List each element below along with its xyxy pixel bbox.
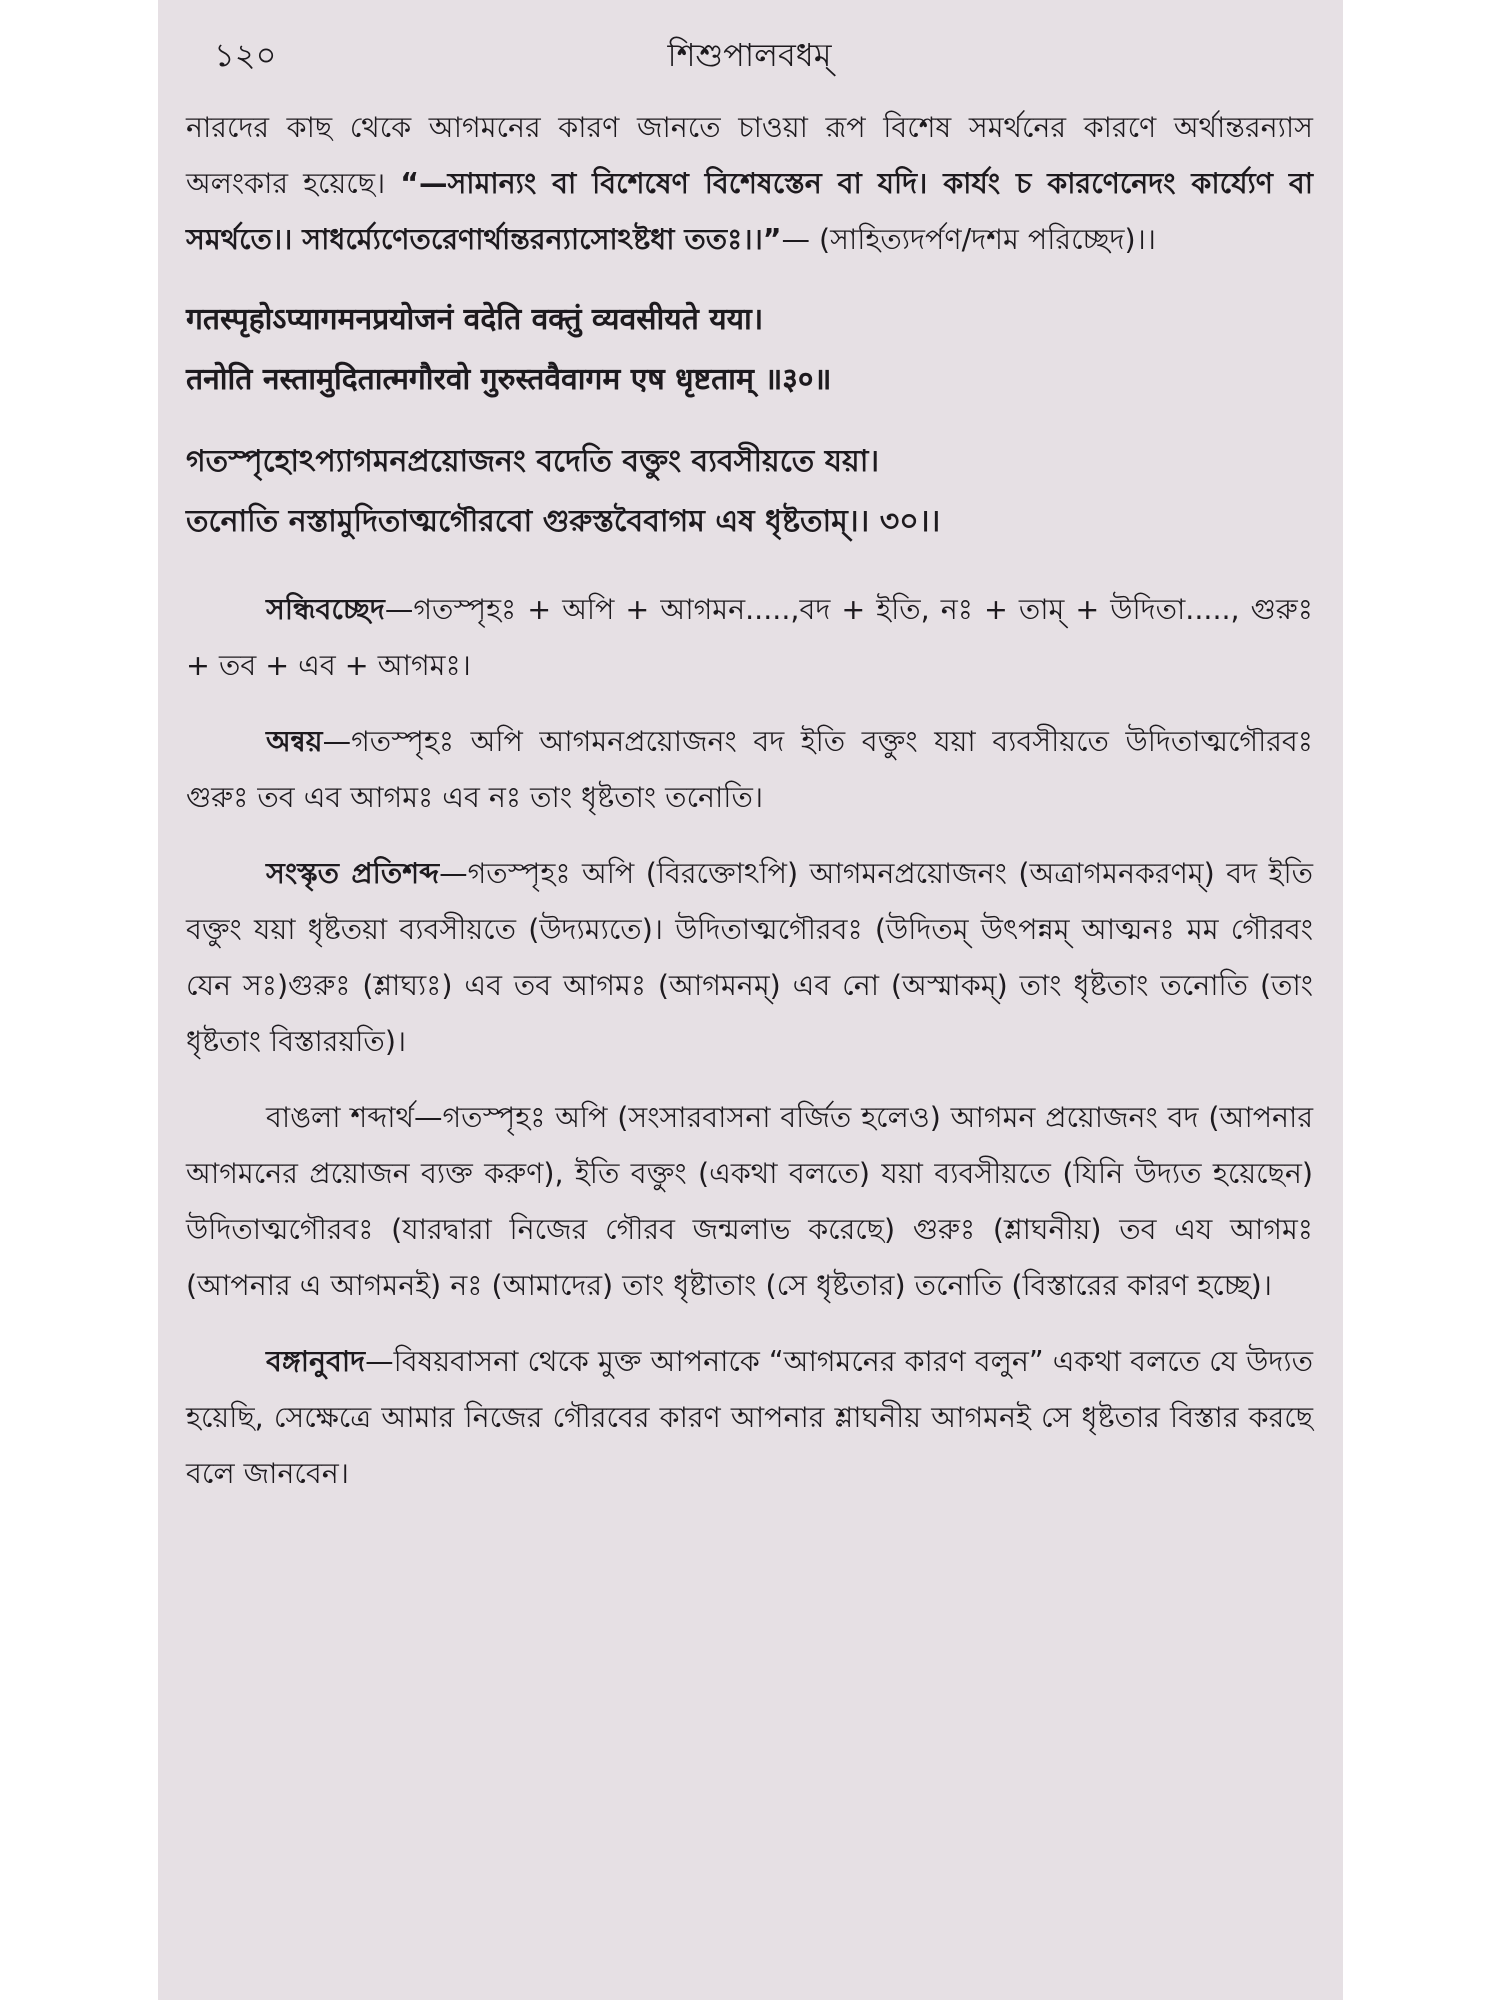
bangla-text: —গতস্পৃহঃ অপি (সংসারবাসনা বর্জিত হলেও) আগমন প্রয়োজনং বদ (আপনার আগমনের প্রয়োজন ব্যক্ত করুণ), ইতি বক্তুং (একথা বলতে) যয়া ব্যবসীয়তে (যিনি উদ্যত হয়েছেন) উদিতাত্মগৌরবঃ (যারদ্বারা নিজের গৌরব জন্মলাভ করেছে) গুরুঃ (শ্লাঘনীয়) তব এয আগমঃ (আপনার এ আগমনই) নঃ (আমাদের) তাং ধৃষ্টাতাং (সে ধৃষ্টতার) তনোতি (বিস্তারের কারণ হচ্ছে)। [186,1101,1314,1302]
intro-quote: “—সামান্যং বা বিশেষেণ বিশেষস্তেন বা যদি। কার্যং চ কারণেনেদং কার্য্যেণ বা সমর্থতে।। সাধর্ম্যেণেতরেণার্থান্তরন্যাসোঽষ্টধা ততঃ।।” [186,167,1313,256]
intro-text: নারদের কাছ থেকে আগমনের কারণ জানতে চাওয়া রূপ বিশেষ সমর্থনের কারণে অর্থান্তরন্যাস অলংকার হয়েছে। [186,111,1313,200]
running-head [186,0,1313,100]
bangla-heading: বাঙলা শব্দার্থ [266,1101,414,1134]
samskrita-heading: সংস্কৃত প্রতিশব্দ [266,857,440,890]
book-page [158,0,1343,2000]
verse-devanagari-line: तनोति नस्तामुदितात्मगौरवो गुरुस्तवैवागम एष धृष्टताम् ॥३०॥ [186,362,832,397]
verse-bengali-line: গতস্পৃহোঽপ্যাগমনপ্রয়োজনং বদেতি বক্তুং ব্যবসীয়তে যয়া। [186,444,880,479]
sandhi-text: —গতস্পৃহঃ + অপি + আগমন.....,বদ + ইতি, নঃ + তাম্ + উদিতা....., গুরুঃ + তব + এব + আগমঃ। [186,593,1313,682]
bangla-paragraph [186,1090,1313,1314]
samskrita-paragraph [186,846,1313,1070]
verse-bengali-line: তনোতি নস্তামুদিতাত্মগৌরবো গুরুস্তবৈবাগম এষ ধৃষ্টতাম্।। ৩০।। [186,504,941,539]
anvaya-paragraph [186,714,1313,826]
anubad-heading: বঙ্গানুবাদ [266,1345,366,1378]
anvaya-text: —গতস্পৃহঃ অপি আগমনপ্রয়োজনং বদ ইতি বক্তুং যয়া ব্যবসীয়তে উদিতাত্মগৌরবঃ গুরুঃ তব এব আগমঃ এব নঃ তাং ধৃষ্টতাং তনোতি। [186,725,1313,814]
anubad-paragraph [186,1334,1313,1502]
intro-source: — (সাহিত্যদর্পণ/দশম পরিচ্ছেদ)।। [781,223,1157,256]
sandhi-heading: সন্ধিবচ্ছেদ [266,593,385,626]
verse-devanagari [186,290,1313,410]
sandhi-paragraph [186,582,1313,694]
intro-paragraph [186,100,1313,268]
verse-devanagari-line: गतस्पृहोऽप्यागमनप्रयोजनं वदेति वक्तुं व्यवसीयते यया। [186,302,764,337]
anvaya-heading: অন্বয় [266,725,323,758]
running-title: শিশুপালবধম্ [667,36,832,74]
page-number: ১২০ [214,36,277,74]
samskrita-text: —গতস্পৃহঃ অপি (বিরক্তোঽপি) আগমনপ্রয়োজনং (অত্রাগমনকরণম্) বদ ইতি বক্তুং যয়া ধৃষ্টতয়া ব্যবসীয়তে (উদ্যম্যতে)। উদিতাত্মগৌরবঃ (উদিতম্ উৎপন্নম্ আত্মনঃ মম গৌরবং যেন সঃ)গুরুঃ (শ্লাঘ্যঃ) এব তব আগমঃ (আগমনম্) এব নো (অস্মাকম্) তাং ধৃষ্টতাং তনোতি (তাং ধৃষ্টতাং বিস্তারয়তি)। [186,857,1313,1058]
anubad-text: —বিষয়বাসনা থেকে মুক্ত আপনাকে “আগমনের কারণ বলুন” একথা বলতে যে উদ্যত হয়েছি, সেক্ষেত্রে আমার নিজের গৌরবের কারণ আপনার শ্লাঘনীয় আগমনই সে ধৃষ্টতার বিস্তার করছে বলে জানবেন। [186,1345,1313,1490]
verse-bengali [186,432,1313,552]
